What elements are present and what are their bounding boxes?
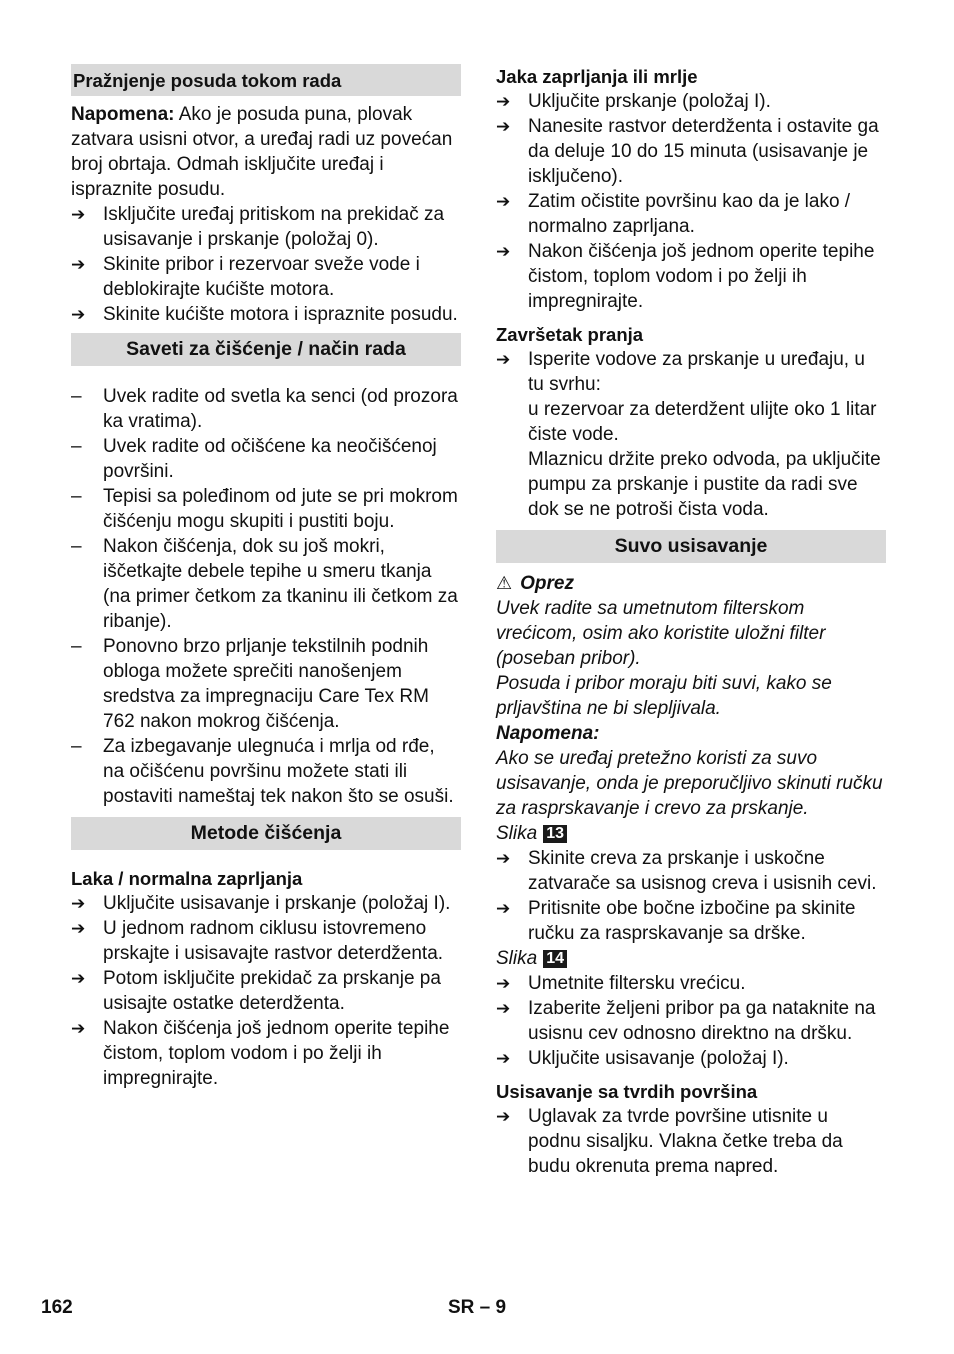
emptying-steps	[71, 202, 461, 327]
arrow-icon: ➔	[71, 894, 86, 913]
list-item: ➔ Izaberite željeni pribor pa ga nataknite na usisnu cev odnosno direktno na dršku.	[496, 998, 876, 1044]
figure-number-badge: 14	[543, 950, 567, 968]
figure-number-badge: 13	[543, 825, 567, 843]
note-label: Napomena:	[71, 104, 175, 125]
subheading-light-soil: Laka / normalna zaprljanja	[71, 868, 303, 889]
note-text: Ako je posuda puna, plovak zatvara usisni otvor, a uređaj radi uz povećan broj obrtaja. Odmah isključite uređaj i ispraznite posudu.	[71, 104, 453, 200]
arrow-icon: ➔	[71, 255, 86, 274]
dash-bullet-icon: –	[71, 486, 82, 507]
arrow-icon: ➔	[71, 205, 86, 224]
list-item: ➔ Umetnite filtersku vrećicu.	[496, 973, 746, 994]
section-header-emptying: Pražnjenje posuda tokom rada	[71, 64, 461, 96]
caution-heading: ⚠ Oprez	[496, 573, 574, 594]
list-item: – Uvek radite od očišćene ka neočišćenoj površini.	[71, 436, 437, 482]
list-item: ➔ Nanesite rastvor deterdženta i ostavite ga da deluje 10 do 15 minuta (usisavanje je isključeno).	[496, 116, 879, 187]
list-item: – Ponovno brzo prljanje tekstilnih podnih obloga možete sprečiti nanošenjem sredstva za impregnaciju Care Tex RM 762 nakon mokrog čišćenja.	[71, 636, 429, 732]
list-item: ➔ Pritisnite obe bočne izbočine pa skinite ručku za rasprskavanje sa drške.	[496, 898, 856, 944]
list-item: ➔ Isključite uređaj pritiskom na prekidač za usisavanje i prskanje (položaj 0).	[71, 204, 445, 250]
continuation-text: u rezervoar za deterdžent ulijte oko 1 litar čiste vode.	[528, 399, 877, 445]
subheading-heavy-soil: Jaka zaprljanja ili mrlje	[496, 66, 698, 87]
list-item: ➔ Skinite pribor i rezervoar sveže vode i deblokirajte kućište motora.	[71, 254, 420, 300]
list-item: ➔ Uključite usisavanje (položaj I).	[496, 1048, 789, 1069]
subheading-finish-washing: Završetak pranja	[496, 324, 644, 345]
figure-14-steps	[496, 971, 886, 1071]
figure-reference: Slika 13	[496, 821, 886, 846]
list-item: ➔ Nakon čišćenja još jednom operite tepihe čistom, toplom vodom i po želji ih impregnirajte.	[71, 1018, 450, 1089]
list-item: ➔ U jednom radnom ciklusu istovremeno prskajte i usisavajte rastvor deterdženta.	[71, 918, 444, 964]
section-header-tips: Saveti za čišćenje / način rada	[71, 333, 461, 366]
arrow-icon: ➔	[496, 350, 511, 369]
arrow-icon: ➔	[496, 92, 511, 111]
light-soil-steps	[71, 891, 461, 1091]
note-paragraph	[71, 102, 461, 202]
arrow-icon: ➔	[496, 242, 511, 261]
list-item: ➔ Uključite usisavanje i prskanje (položaj I).	[71, 893, 451, 914]
list-item: – Nakon čišćenja, dok su još mokri, iščetkajte debele tepihe u smeru tkanja (na primer četkom za tkaninu ili četkom za ribanje).	[71, 536, 458, 632]
figure-13-steps	[496, 846, 886, 946]
arrow-icon: ➔	[496, 192, 511, 211]
list-item: ➔ Uključite prskanje (položaj I).	[496, 91, 771, 112]
list-item: – Uvek radite od svetla ka senci (od prozora ka vratima).	[71, 386, 458, 432]
list-item: ➔ Isperite vodove za prskanje u uređaju, u tu svrhu:	[496, 349, 865, 395]
dash-bullet-icon: –	[71, 536, 82, 557]
page-number: 162	[41, 1297, 73, 1318]
arrow-icon: ➔	[496, 999, 511, 1018]
list-item: ➔ Skinite creva za prskanje i uskočne zatvarače sa usisnog creva i usisnih cevi.	[496, 848, 877, 894]
note-label: Napomena:	[496, 723, 600, 744]
warning-triangle-icon: ⚠	[496, 573, 513, 593]
arrow-icon: ➔	[496, 849, 511, 868]
heavy-soil-steps	[496, 89, 886, 314]
arrow-icon: ➔	[496, 1049, 511, 1068]
arrow-icon: ➔	[71, 969, 86, 988]
figure-reference: Slika 14	[496, 946, 886, 971]
list-item: ➔ Zatim očistite površinu kao da je lako / normalno zaprljana.	[496, 191, 851, 237]
note-text: Ako se uređaj pretežno koristi za suvo usisavanje, onda je preporučljivo skinuti ručku za rasprskavanje i crevo za prskanje.	[496, 748, 883, 819]
tips-list	[71, 384, 461, 809]
arrow-icon: ➔	[496, 899, 511, 918]
language-page-label: SR – 9	[448, 1297, 507, 1318]
list-item: ➔ Nakon čišćenja još jednom operite tepihe čistom, toplom vodom i po želji ih impregnirajte.	[496, 241, 875, 312]
arrow-icon: ➔	[71, 305, 86, 324]
arrow-icon: ➔	[71, 1019, 86, 1038]
dash-bullet-icon: –	[71, 736, 82, 757]
list-item: ➔ Skinite kućište motora i ispraznite posudu.	[71, 304, 458, 325]
list-item: ➔ Uglavak za tvrde površine utisnite u podnu sisaljku. Vlakna četke treba da budu okrenuta prema napred.	[496, 1106, 843, 1177]
arrow-icon: ➔	[496, 117, 511, 136]
arrow-icon: ➔	[496, 1107, 511, 1126]
section-header-methods: Metode čišćenja	[71, 817, 461, 850]
continuation-text: Mlaznicu držite preko odvoda, pa uključite pumpu za prskanje i pustite da radi sve dok se ne potroši čista voda.	[528, 449, 881, 520]
subheading-hard-surfaces: Usisavanje sa tvrdih površina	[496, 1081, 758, 1102]
arrow-icon: ➔	[496, 974, 511, 993]
section-header-dry-vacuum: Suvo usisavanje	[496, 530, 886, 563]
right-column	[496, 64, 886, 1179]
dash-bullet-icon: –	[71, 436, 82, 457]
caution-text: Posuda i pribor moraju biti suvi, kako se prljavština ne bi slepljivala.	[496, 673, 832, 719]
list-item: – Tepisi sa poleđinom od jute se pri mokrom čišćenju mogu skupiti i pustiti boju.	[71, 486, 458, 532]
caution-text: Uvek radite sa umetnutom filterskom vrećicom, osim ako koristite uložni filter (poseban pribor).	[496, 598, 826, 669]
dash-bullet-icon: –	[71, 386, 82, 407]
arrow-icon: ➔	[71, 919, 86, 938]
dash-bullet-icon: –	[71, 636, 82, 657]
list-item: ➔ Potom isključite prekidač za prskanje pa usisajte ostatke deterdženta.	[71, 968, 441, 1014]
list-item: – Za izbegavanje ulegnuća i mrlja od rđe, na očišćenu površinu možete stati ili postaviti nameštaj tek nakon što se osuši.	[71, 736, 454, 807]
left-column	[71, 64, 461, 1091]
